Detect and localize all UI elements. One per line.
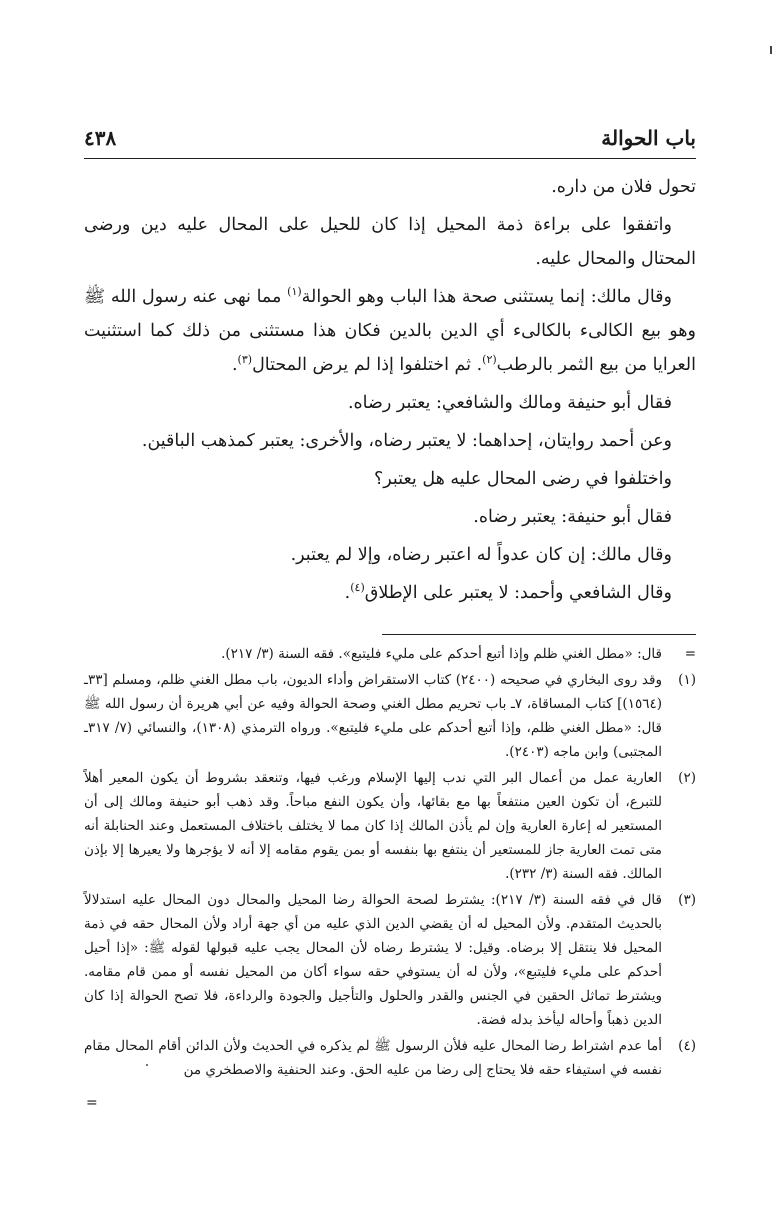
footnote-ref: (٣) — [237, 353, 253, 367]
footnote-text: أما عدم اشتراط رضا المحال عليه فلأن الرسول ﷺ لم يذكره في الحديث ولأن الدائن أقام المحال مقام نفسه في استيفاء حقه فلا يحتاج إلى رضا من عليه الحق. وعند الحنفية والاصطخري من — [84, 1038, 662, 1078]
footnote-number: (٤) — [678, 1038, 696, 1054]
footnote — [84, 766, 696, 886]
footnotes — [84, 642, 696, 1084]
main-paragraph — [84, 280, 696, 382]
footnote-ref: (٢) — [482, 353, 497, 367]
footnote-ref: (١) — [287, 285, 302, 299]
paragraph-text: تحول فلان من داره. — [551, 177, 696, 197]
footnote-number: (١) — [678, 672, 696, 688]
paragraph-text: وقال مالك: إنما يستثنى صحة هذا الباب وهو الحوالة — [301, 287, 672, 307]
running-title: باب الحوالة — [601, 126, 696, 150]
footnote-ref: (٤) — [350, 581, 365, 595]
main-paragraph — [84, 386, 696, 420]
main-paragraph — [84, 576, 696, 610]
footnote — [84, 1034, 696, 1082]
paragraph-text: . — [344, 583, 351, 603]
main-text — [84, 170, 696, 614]
main-paragraph — [84, 538, 696, 572]
footnote-number: (٢) — [678, 770, 696, 786]
paragraph-text: وقال الشافعي وأحمد: لا يعتبر على الإطلاق — [364, 583, 672, 603]
main-paragraph — [84, 500, 696, 534]
page-header — [84, 126, 696, 156]
paragraph-text: فقال أبو حنيفة ومالك والشافعي: يعتبر رضاه. — [347, 393, 672, 413]
footnote — [84, 888, 696, 1032]
paragraph-text: فقال أبو حنيفة: يعتبر رضاه. — [473, 507, 672, 527]
scan-mark — [770, 46, 772, 54]
continuation-text: قال: «مطل الغني ظلم وإذا أتبع أحدكم على مليء فليتبع». فقه السنة (٣/ ٢١٧). — [221, 646, 662, 662]
page-number: ٤٣٨ — [84, 126, 117, 150]
paragraph-text: وعن أحمد روايتان، إحداهما: لا يعتبر رضاه، والأخرى: يعتبر كمذهب الباقين. — [141, 431, 672, 451]
footnote-text: العارية عمل من أعمال البر التي ندب إليها الإسلام ورغب فيها، وتنعقد بشروط أن يكون المعير أهلاً للتبرع، أن تكون العين منتفعاً بها مع بقائها، وأن يكون النفع مباحاً. وقد ذهب أبو حنيفة ومالك إلى أن المستعير له إعارة العارية وإن لم يأذن المالك إذا كان مما لا يختلف باختلاف المستعمل وعند الحنابلة أنه متى تمت العارية جاز للمستعير أن ينتفع بها بنفسه أو بمن يقوم مقامه إلا أنه لا يؤجرها ولا يعيرها إلا بإذن المالك. فقه السنة (٣/ ٢٣٢). — [84, 770, 662, 882]
main-paragraph — [84, 462, 696, 496]
paragraph-text: مما نهى عنه رسول الله ﷺ وهو بيع الكالىء بالكالىء أي الدين بالدين فكان هذا مستثنى من ذلك كما استثنيت العرايا من بيع الثمر بالرطب — [84, 287, 696, 375]
paragraph-text: . ثم اختلفوا إذا لم يرض المحتال — [252, 355, 483, 375]
scan-speck — [146, 1064, 148, 1066]
paragraph-text: واختلفوا في رضى المحال عليه هل يعتبر؟ — [373, 469, 672, 489]
footnote-end-mark: = — [86, 1095, 98, 1111]
main-paragraph — [84, 170, 696, 204]
paragraph-text: . — [231, 355, 238, 375]
footnote — [84, 668, 696, 764]
footnote-text: وقد روى البخاري في صحيحه (٢٤٠٠) كتاب الاستقراض وأداء الديون، باب مطل الغني ظلم، ومسلم [٣٣ـ (١٥٦٤)] كتاب المساقاة، ٧ـ باب تحريم مطل الغني وصحة الحوالة وفيه عن أبي هريرة أن رسول الله ﷺ قال: «مطل الغني ظلم، وإذا أتبع أحدكم على مليء فليتبع». ورواه الترمذي (١٣٠٨)، والنسائي (٧/ ٣١٧ـ المجتبى) وابن ماجه (٢٤٠٣). — [84, 672, 662, 760]
footnote-separator — [382, 634, 696, 635]
header-rule — [84, 158, 696, 159]
footnote-text: قال في فقه السنة (٣/ ٢١٧): يشترط لصحة الحوالة رضا المحيل والمحال دون المحال عليه استدلالاً بالحديث المتقدم. ولأن المحيل له أن يقضي الدين الذي عليه من أي جهة أراد ولأن المحال حقه في ذمة المحيل فلا ينتقل إلا برضاه. وقيل: لا يشترط رضاه لأن المحال يجب عليه قبولها لقوله ﷺ: «إذا أحيل أحدكم على مليء فليتبع»، ولأن له أن يستوفي حقه سواء أكان من المحيل نفسه أو ممن قام مقامه. ويشترط تماثل الحقين في الجنس والقدر والحلول والتأجيل والجودة والرداءة، فلا تصح الحوالة إذا كان الدين ذهباً وأحاله ليأخذ بدله فضة. — [84, 892, 662, 1028]
footnote-number: (٣) — [678, 892, 696, 908]
paragraph-text: واتفقوا على براءة ذمة المحيل إذا كان للحيل على المحال عليه دين ورضى المحتال والمحال عليه. — [84, 215, 696, 269]
main-paragraph — [84, 208, 696, 276]
paragraph-text: وقال مالك: إن كان عدواً له اعتبر رضاه، وإلا لم يعتبر. — [290, 545, 672, 565]
footnote-continuation — [84, 642, 696, 666]
main-paragraph — [84, 424, 696, 458]
continuation-mark: = — [684, 646, 696, 662]
